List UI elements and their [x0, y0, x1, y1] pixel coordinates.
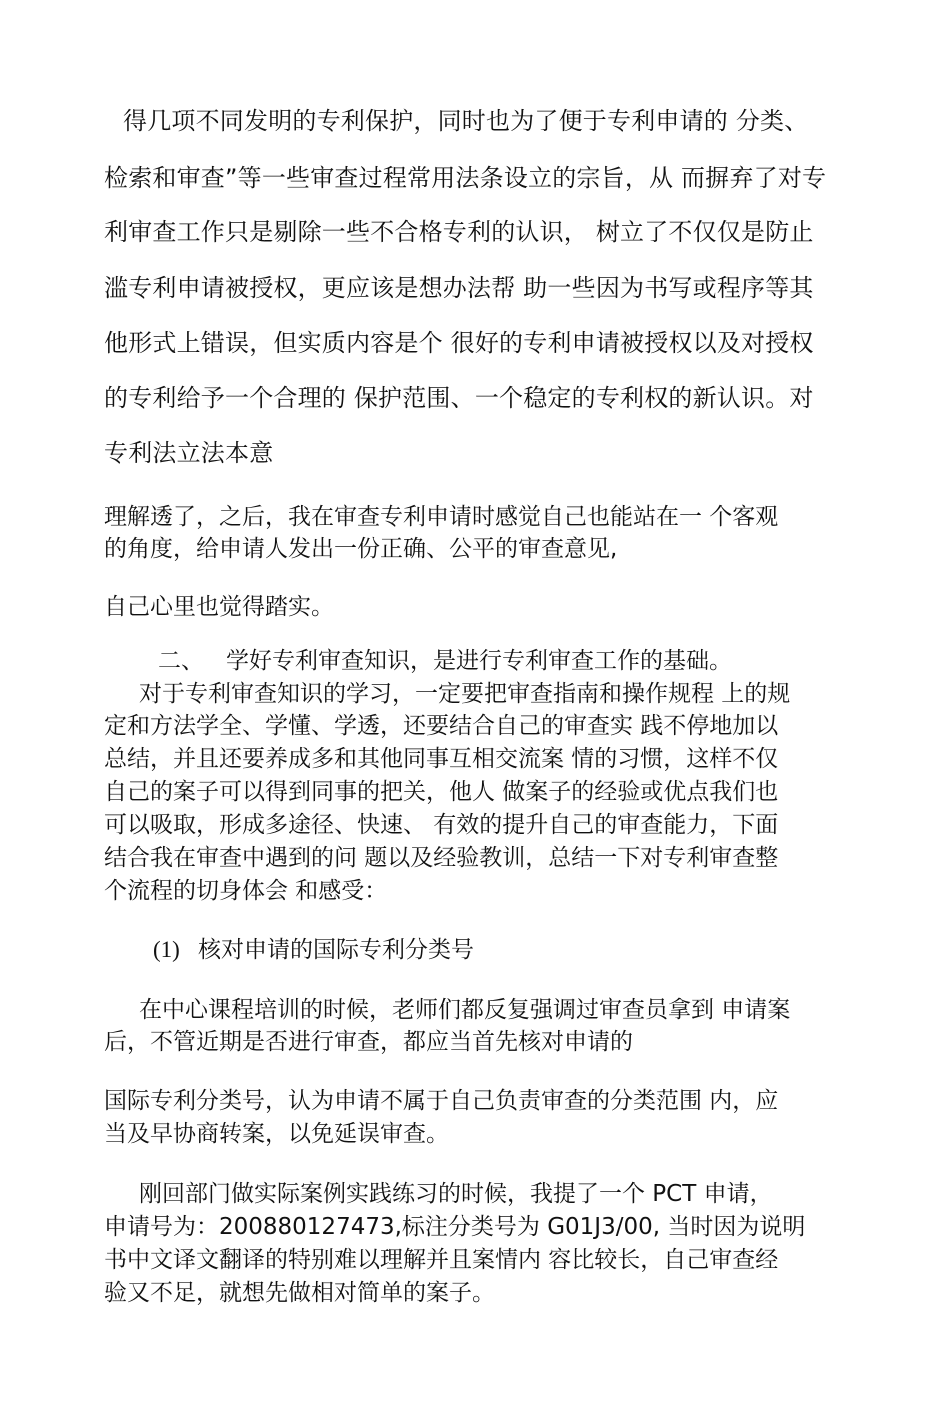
paragraph-line: 当及早协商转案，以免延误审查。 — [104, 1121, 449, 1147]
paragraph-line: 得几项不同发明的专利保护，同时也为了便于专利申请的 分类、 — [123, 107, 809, 135]
paragraph-line: 总结，并且还要养成多和其他同事互相交流案 情的习惯，这样不仅 — [104, 746, 779, 772]
paragraph-line: 理解透了，之后，我在审查专利申请时感觉自己也能站在一 个客观 — [104, 504, 779, 530]
paragraph-line: 结合我在审查中遇到的问 题以及经验教训，总结一下对专利审查整 — [104, 845, 779, 871]
paragraph-line: 个流程的切身体会 和感受： — [104, 878, 388, 904]
section-heading-number: 二、 — [158, 648, 204, 674]
paragraph-line: 利审查工作只是剔除一些不合格专利的认识， 树立了不仅仅是防止 — [104, 218, 814, 246]
paragraph-line: 在中心课程培训的时候，老师们都反复强调过审查员拿到 申请案 — [139, 997, 791, 1023]
paragraph-line: 检索和审查”等一些审查过程常用法条设立的宗旨，从 而摒弃了对专 — [104, 164, 827, 192]
paragraph-line: 可以吸取，形成多途径、快速、 有效的提升自己的审查能力，下面 — [104, 812, 779, 838]
paragraph-line: 的专利给予一个合理的 保护范围、一个稳定的专利权的新认识。对 — [104, 384, 814, 412]
paragraph-line: 申请号为：200880127473,标注分类号为 G01J3/00, 当时因为说明 — [104, 1214, 806, 1240]
subsection-title: 核对申请的国际专利分类号 — [198, 937, 474, 963]
paragraph-line: 定和方法学全、学懂、学透，还要结合自己的审查实 践不停地加以 — [104, 713, 779, 739]
paragraph-line: 滥专利申请被授权，更应该是想办法帮 助一些因为书写或程序等其 — [104, 274, 814, 302]
paragraph-line: 刚回部门做实际案例实践练习的时候，我提了一个 PCT 申请， — [139, 1181, 773, 1207]
paragraph-line: 验又不足，就想先做相对简单的案子。 — [104, 1280, 495, 1306]
section-heading: 学好专利审查知识，是进行专利审查工作的基础。 — [226, 648, 732, 674]
paragraph-line: 他形式上错误，但实质内容是个 很好的专利申请被授权以及对授权 — [104, 329, 814, 357]
paragraph-line: 对于专利审查知识的学习，一定要把审查指南和操作规程 上的规 — [139, 681, 791, 707]
paragraph-line: 自己的案子可以得到同事的把关，他人 做案子的经验或优点我们也 — [104, 779, 779, 805]
paragraph-line: 的角度，给申请人发出一份正确、公平的审查意见, — [104, 536, 618, 562]
paragraph-line: 自己心里也觉得踏实。 — [104, 594, 334, 620]
subsection-number: (1) — [153, 937, 180, 962]
paragraph-line: 国际专利分类号，认为申请不属于自己负责审查的分类范围 内，应 — [104, 1088, 779, 1114]
paragraph-line: 书中文译文翻译的特别难以理解并且案情内 容比较长，自己审查经 — [104, 1247, 779, 1273]
paragraph-line: 专利法立法本意 — [104, 439, 274, 467]
paragraph-line: 后，不管近期是否进行审查，都应当首先核对申请的 — [104, 1029, 633, 1055]
